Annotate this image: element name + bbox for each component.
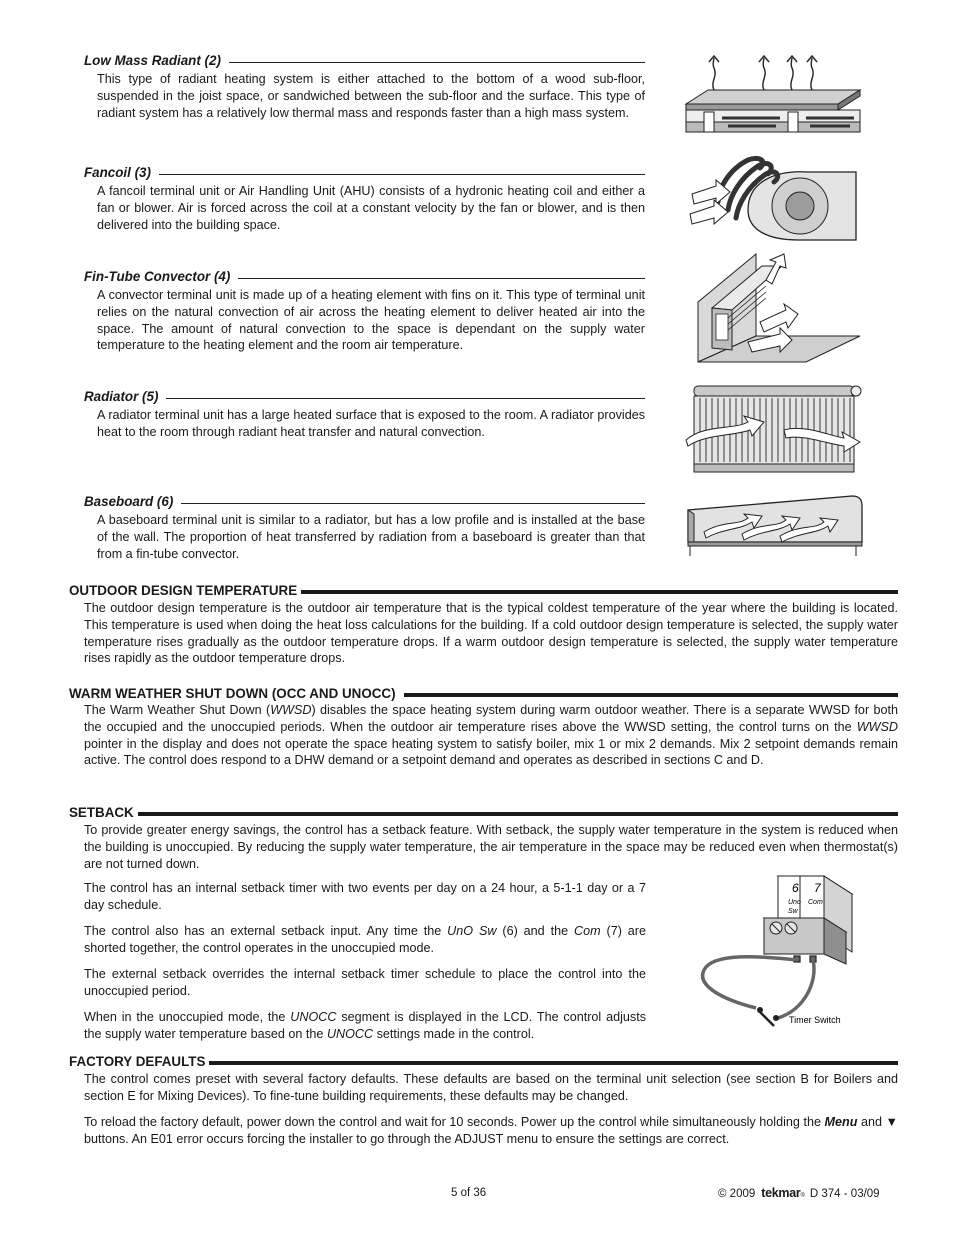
heading-rule — [181, 503, 645, 504]
text-run: buttons. An E01 error occurs forcing the installer to go through the ADJUST menu to ensure the settings are correct. — [84, 1131, 730, 1146]
outdoor-design-text: The outdoor design temperature is the outdoor air temperature that is the typical coldest temperature of the year where the building is located. This temperature is used when doing the heat loss calculations for the building. If a cold outdoor design temperature is selected, the supply water temperature rises gradually as the outdoor temperature drops. If a warm outdoor design temperature is selected, the supply water temperature rises rapidly as the outdoor temperature drops. — [84, 601, 898, 666]
heading-text: OUTDOOR DESIGN TEMPERATURE — [69, 582, 298, 598]
heading-bar — [138, 812, 898, 816]
heading-rule — [159, 174, 645, 175]
heading-text: Baseboard (6) — [84, 493, 174, 509]
heading-text: Fancoil (3) — [84, 164, 151, 180]
radiator-text: A radiator terminal unit has a large heated surface that is exposed to the room. A radiator provides heat to the room through radiant heat transfer and natural convection. — [97, 408, 645, 439]
low-mass-radiant-text: This type of radiant heating system is either attached to the bottom of a wood sub-floor, suspended in the joist space, or sandwiched between the sub-floor and the surface. This type of radiant system has a relatively low thermal mass and responds faster than a high mass system. — [97, 72, 645, 120]
terminal-6-number: 6 — [792, 881, 799, 895]
setback-terminal-illustration — [694, 872, 854, 1032]
heading-bar — [209, 1061, 898, 1065]
baseboard-heading — [84, 493, 645, 511]
fancoil-illustration — [688, 150, 862, 248]
heading-text: WARM WEATHER SHUT DOWN (OCC AND UNOCC) — [69, 685, 396, 701]
text-run: ) disables the space heating system during warm outdoor weather. There is a separate WWSD for both the occupied and the unoccupied periods. When the outdoor air temperature rises above the WWSD setting, the control turns on the — [84, 703, 898, 734]
low-mass-radiant-illustration — [684, 52, 862, 138]
heading-rule — [166, 398, 645, 399]
text-run: The Warm Weather Shut Down ( — [84, 703, 271, 717]
fancoil-heading — [84, 164, 645, 182]
terminal-7-number: 7 — [814, 881, 821, 895]
fin-tube-heading — [84, 268, 645, 286]
heading-text: SETBACK — [69, 804, 134, 820]
wwsd-heading — [69, 685, 898, 703]
com-term: Com — [574, 924, 601, 938]
setback-unocc-text — [84, 1009, 646, 1043]
heading-bar — [404, 693, 898, 697]
unocc-term: UNOCC — [290, 1010, 337, 1024]
uno-label: Uno — [788, 899, 801, 906]
text-run: When in the unoccupied mode, the — [84, 1010, 291, 1024]
fin-tube-illustration — [696, 252, 862, 364]
heading-bar — [301, 590, 898, 594]
sw-label: Sw — [788, 908, 798, 915]
text-run: settings made in the control. — [373, 1026, 535, 1041]
heading-rule — [229, 62, 645, 63]
baseboard-illustration — [684, 492, 866, 558]
baseboard-text: A baseboard terminal unit is similar to a radiator, but has a low profile and is installed at the base of the wall. The proportion of heat transferred by radiation from a baseboard is greater than that from a fin-tube convector. — [97, 513, 645, 561]
wwsd-term: WWSD — [270, 703, 312, 717]
text-run: (7) are shorted together, the control operates in the unoccupied mode. — [84, 924, 646, 955]
document-code: D 374 - 03/09 — [809, 1188, 880, 1200]
setback-heading — [69, 804, 898, 822]
radiator-heading — [84, 388, 645, 406]
brand-logo: tekmar — [761, 1186, 801, 1200]
factory-defaults-text: The control comes preset with several factory defaults. These defaults are based on the terminal unit selection (see section B for Boilers and section E for Mixing Devices). To fine-tune building requirements, these defaults may be changed. — [84, 1072, 898, 1103]
setback-intro: To provide greater energy savings, the control has a setback feature. With setback, the supply water temperature in the system is reduced when the building is unoccupied. By reducing the supply water temperature, the air temperature in the space may be reduced even when thermostat(s) are not turned down. — [84, 823, 898, 871]
timer-switch-label: Timer Switch — [789, 1015, 841, 1025]
setback-timer-text: The control has an internal setback timer with two events per day on a 24 hour, a 5-1-1 day or a 7 day schedule. — [84, 881, 646, 912]
wwsd-term: WWSD — [856, 719, 898, 734]
heading-text: Fin-Tube Convector (4) — [84, 268, 231, 284]
fancoil-text: A fancoil terminal unit or Air Handling Unit (AHU) consists of a hydronic heating coil and either a fan or blower. Air is forced across the coil at a constant velocity by the fan or blower, and is then delivered into the building space. — [97, 184, 645, 232]
text-run: To reload the factory default, power down the control and wait for 10 seconds. Power up the control while simultaneously holding the — [84, 1115, 825, 1129]
unocc-term: UNOCC — [326, 1026, 374, 1041]
radiator-illustration — [684, 384, 864, 476]
heading-text: Low Mass Radiant (2) — [84, 52, 221, 68]
text-run: pointer in the display and does not operate the space heating system to satisfy boiler, mix 1 or mix 2 demands. Mix 2 setpoint demands remain active. The control does respond to a DHW demand or a setpoint demand and operates as described in sections C and D. — [84, 736, 898, 768]
wwsd-text — [84, 702, 898, 769]
text-run: and — [857, 1115, 886, 1129]
uno-sw-term: UnO Sw — [447, 924, 497, 938]
factory-reload-text — [84, 1114, 898, 1148]
setback-override-text: The external setback overrides the internal setback timer schedule to place the control into the unoccupied period. — [84, 967, 646, 998]
fin-tube-text: A convector terminal unit is made up of a heating element with fins on it. This type of terminal unit relies on the natural convection of air across the heating element to deliver heated air into the space. The amount of natural convection to the space is dependant on the supply water temperature to the heating element and the room air temperature. — [97, 288, 645, 353]
page-number: 5 of 36 — [451, 1187, 487, 1199]
heading-rule — [238, 278, 645, 279]
registered-mark: ® — [800, 1193, 805, 1199]
text-run: segment is displayed in the LCD. The control adjusts the supply water temperature based on the — [84, 1010, 646, 1041]
setback-external-text — [84, 923, 646, 957]
text-run: (6) and the — [496, 924, 574, 938]
text-run: The control also has an external setback input. Any time the — [84, 924, 448, 938]
heading-text: Radiator (5) — [84, 388, 159, 404]
low-mass-radiant-heading — [84, 52, 645, 70]
heading-text: FACTORY DEFAULTS — [69, 1053, 206, 1069]
com-label: Com — [808, 899, 823, 906]
copyright-year: © 2009 — [718, 1188, 756, 1200]
menu-button-term: Menu — [824, 1115, 858, 1129]
factory-defaults-heading — [69, 1053, 898, 1071]
down-arrow-icon: ▼ — [885, 1115, 898, 1129]
footer-copyright — [718, 1185, 880, 1205]
outdoor-design-heading — [69, 582, 898, 600]
